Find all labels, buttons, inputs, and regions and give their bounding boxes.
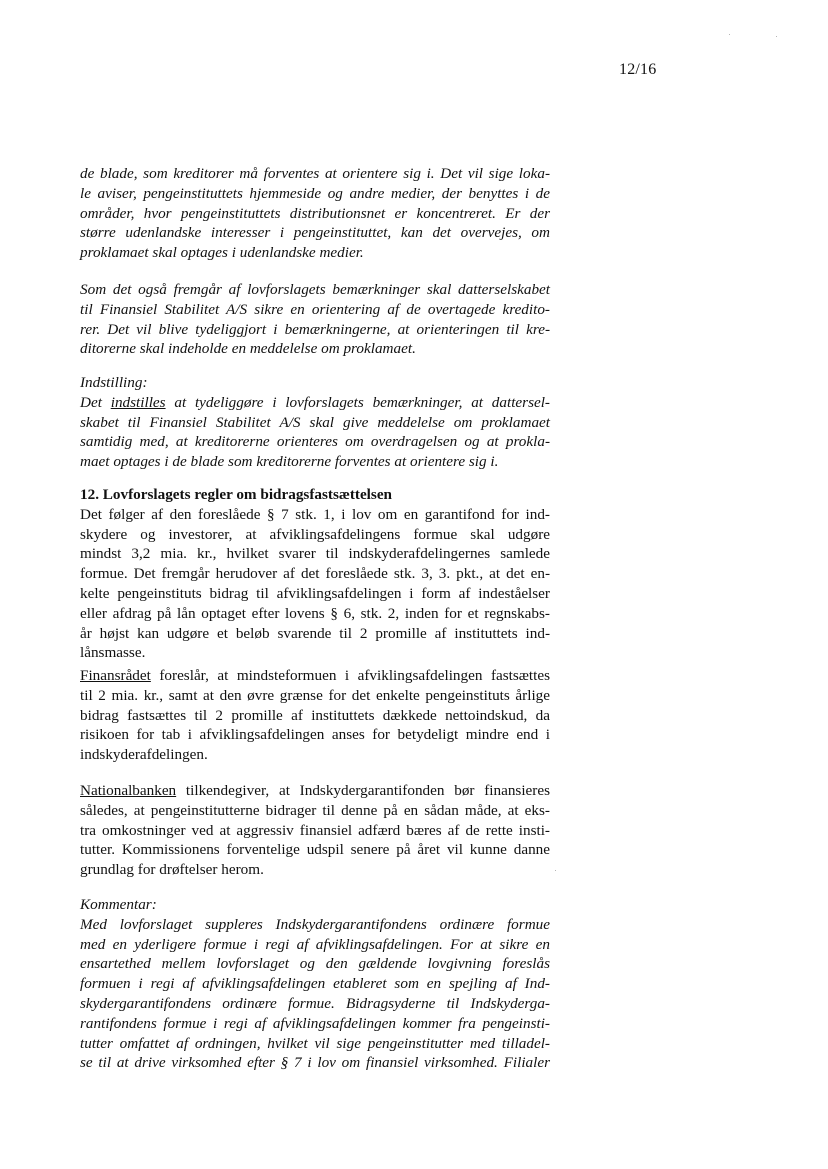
- text-fragment: at tydeliggøre i lovforslagets bemærkninger, at dattersel-: [174, 393, 550, 411]
- text-line: tra omkostninger ved at aggressiv finansiel adfærd bæres af de rette insti-: [80, 821, 550, 839]
- text-line: skydere og investorer, at afviklingsafdelingens formue skal udgøre: [80, 525, 550, 543]
- text-fragment: tilkendegiver, at Indskydergarantifonden bør finansieres: [185, 782, 551, 799]
- text-line: således, at pengeinstitutterne bidrager til denne på en sådan måde, at eks-: [80, 801, 550, 819]
- scan-speck: [776, 36, 777, 37]
- text-line: indskyderafdelingen.: [80, 746, 208, 764]
- paragraph-finansraadet: [80, 666, 550, 765]
- indstilling-heading: Indstilling:: [80, 374, 148, 391]
- text-line: mindst 3,2 mia. kr., hvilket svarer til indskyderafdelingernes samlede: [80, 545, 550, 563]
- underlined-term: Finansrådet: [80, 667, 151, 684]
- section-heading: 12. Lovforslagets regler om bidragsfastsættelsen: [80, 486, 393, 503]
- scan-speck: [729, 34, 730, 35]
- text-line: [80, 393, 550, 413]
- text-line: formuen i regi af afviklingsafdelingen etableret som en spejling af Ind-: [80, 975, 550, 993]
- text-fragment: foreslår, at mindsteformuen i afviklingsafdelingen fastsættes: [159, 667, 551, 684]
- text-line: [80, 666, 550, 686]
- paragraph-nationalbanken: [80, 781, 550, 880]
- text-line: større udenlandske interesser i pengeinstituttet, kan det overvejes, om: [80, 224, 550, 242]
- text-line: ditorerne skal indeholde en meddelelse om proklamaet.: [80, 340, 416, 358]
- text-line: til 2 mia. kr., samt at den øvre grænse for det enkelte pengeinstituts årlige: [80, 686, 550, 704]
- text-line: skabet til Finansiel Stabilitet A/S skal give meddelelse om proklamaet: [80, 413, 550, 431]
- paragraph-datterselskab: [80, 280, 550, 359]
- text-line: proklamaet skal optages i udenlandske medier.: [80, 244, 364, 262]
- text-line: år højst kan udgøre et beløb svarende til 2 promille af instituttets ind-: [80, 624, 550, 642]
- text-line: [80, 781, 550, 801]
- text-line: de blade, som kreditorer må forventes at orientere sig i. Det vil sige loka-: [80, 165, 550, 182]
- text-line: lånsmasse.: [80, 644, 146, 662]
- text-line: bidrag fastsættes til 2 promille af instituttets dækkede nettoindskud, da: [80, 706, 550, 724]
- text-line: områder, hvor pengeinstituttets distributionsnet er koncentreret. Er der: [80, 204, 550, 222]
- text-line: se til at drive virksomhed efter § 7 i lov om finansiel virksomhed. Filialer: [80, 1054, 550, 1072]
- text-line: formue. Det fremgår herudover af det foreslåede stk. 3, 3. pkt., at det en-: [80, 565, 550, 583]
- text-line: kelte pengeinstituts bidrag til afviklingsafdelingen i form af indeståelser: [80, 584, 550, 602]
- paragraph-indstilling: [80, 373, 550, 472]
- text-line: rantifondens formue i regi af afviklingsafdelingen kommer fra pengeinsti-: [80, 1014, 550, 1032]
- text-line: rer. Det vil blive tydeliggjort i bemærkningerne, at orienteringen til kre-: [80, 320, 550, 338]
- underlined-term: Nationalbanken: [80, 782, 177, 799]
- text-line: tutter. Kommissionens forventelige udspil senere på året vil kunne danne: [80, 841, 550, 859]
- section-bidragsfastsaettelse: [80, 485, 550, 663]
- text-line: maet optages i de blade som kreditorerne forventes at orientere sig i.: [80, 453, 499, 471]
- kommentar-heading: Kommentar:: [80, 896, 157, 913]
- text-line: risikoen for tab i afviklingsafdelingen anses for betydeligt mindre end i: [80, 726, 550, 744]
- text-line: til Finansiel Stabilitet A/S sikre en orientering af de overtagede kredito-: [80, 300, 550, 318]
- text-line: ensartethed mellem lovforslaget og den gældende lovgivning foreslås: [80, 955, 550, 973]
- underlined-term: indstilles: [110, 393, 166, 411]
- text-line: skydergarantifondens ordinære formue. Bidragsyderne til Indskyderga-: [80, 994, 550, 1012]
- text-fragment: Det: [80, 393, 102, 411]
- text-line: samtidig med, at kreditorerne orienteres om overdragelsen og at prokla-: [80, 433, 550, 451]
- page-number: 12/16: [619, 61, 657, 78]
- paragraph-proklama-media: [80, 164, 550, 263]
- paragraph-kommentar: [80, 895, 550, 1073]
- text-line: le aviser, pengeinstituttets hjemmeside og andre medier, der benyttes i de: [80, 184, 550, 202]
- text-line: grundlag for drøftelser herom.: [80, 861, 264, 879]
- text-line: Det følger af den foreslåede § 7 stk. 1, i lov om en garantifond for ind-: [80, 505, 550, 523]
- text-line: Som det også fremgår af lovforslagets bemærkninger skal datterselskabet: [80, 281, 550, 298]
- text-line: med en yderligere formue i regi af afviklingsafdelingen. For at sikre en: [80, 935, 550, 953]
- scan-speck: [555, 870, 556, 871]
- text-line: Med lovforslaget suppleres Indskydergarantifondens ordinære formue: [80, 915, 550, 933]
- text-line: eller afdrag på lån optaget efter lovens § 6, stk. 2, inden for et regnskabs-: [80, 604, 550, 622]
- text-line: tutter omfattet af ordningen, hvilket vil sige pengeinstitutter med tilladel-: [80, 1034, 550, 1052]
